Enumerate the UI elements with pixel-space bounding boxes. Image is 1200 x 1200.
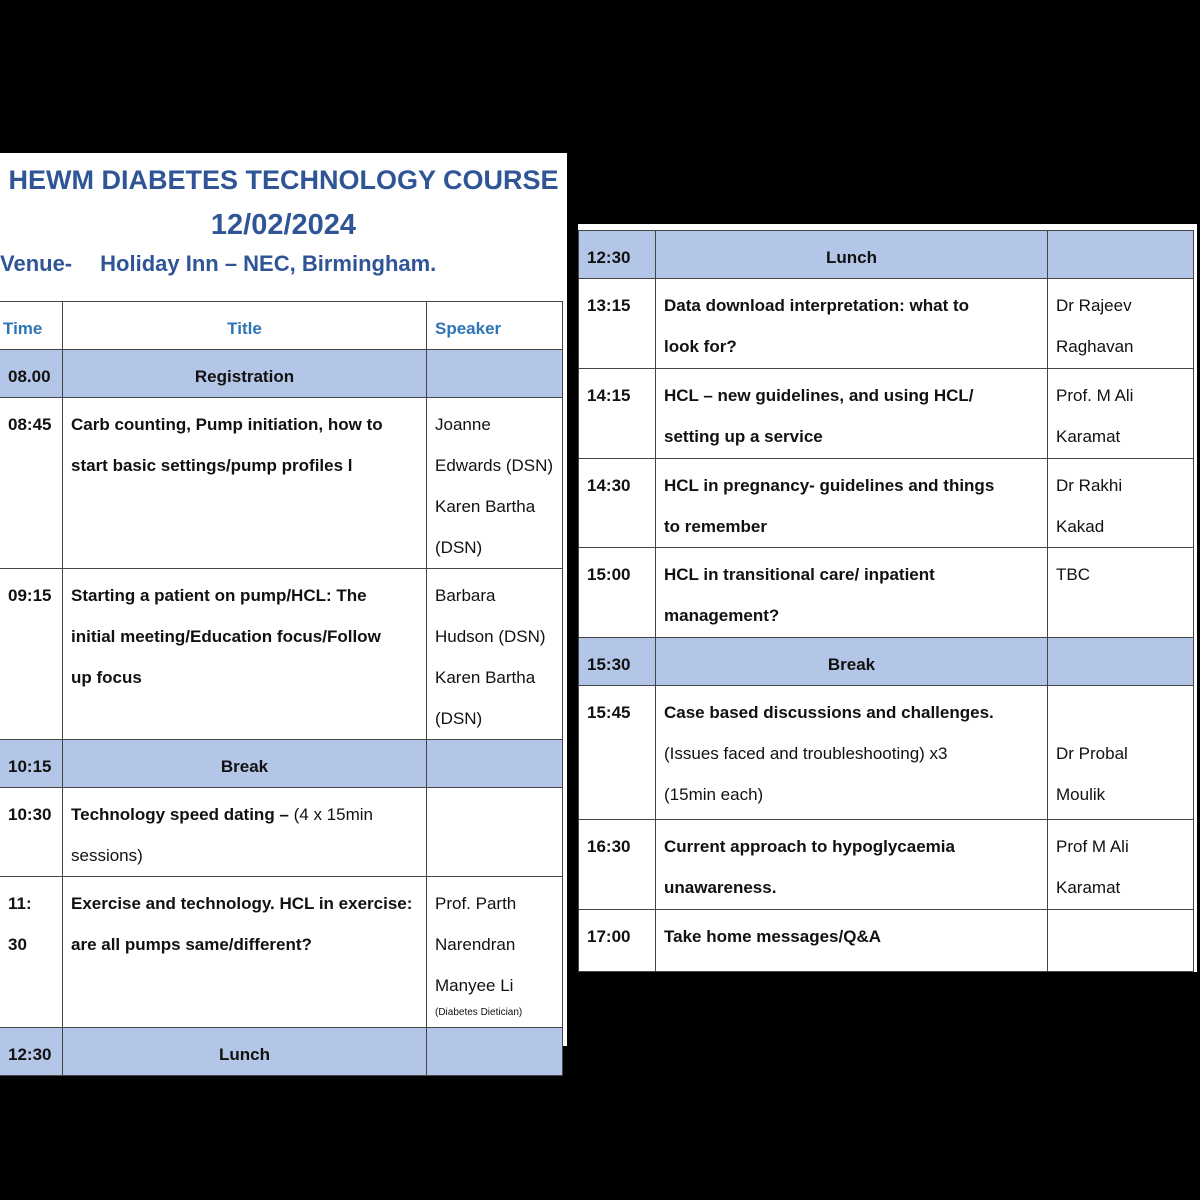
session-speaker xyxy=(1048,638,1194,686)
session-title xyxy=(63,877,427,1028)
session-time xyxy=(0,569,63,740)
session-title xyxy=(63,788,427,877)
session-time xyxy=(0,350,63,398)
session-speaker xyxy=(427,569,563,740)
session-title-text: Break xyxy=(220,757,269,776)
session-title-text: Technology speed dating – xyxy=(71,805,289,824)
session-time-text: 09:15 xyxy=(8,586,52,605)
session-title-text: Case based discussions and challenges. xyxy=(664,703,994,722)
session-time xyxy=(579,910,656,972)
session-title-text: Lunch xyxy=(826,248,877,267)
session-time-text: 15:30 xyxy=(587,655,631,674)
session-speaker xyxy=(427,788,563,877)
session-speaker-text: Prof. M Ali Karamat xyxy=(1056,386,1134,446)
session-time xyxy=(0,877,63,1028)
session-time-text: 14:30 xyxy=(587,476,631,495)
session-title-text: Starting a patient on pump/HCL: The initial meeting/Education focus/Follow up focus xyxy=(71,586,381,687)
session-title xyxy=(656,459,1048,548)
session-title xyxy=(656,279,1048,369)
break-row xyxy=(0,1028,563,1076)
agenda-table-left xyxy=(0,301,563,1076)
session-row xyxy=(0,877,563,1028)
session-row xyxy=(579,459,1194,548)
session-time-text: 16:30 xyxy=(587,837,631,856)
column-header-speaker: Speaker xyxy=(427,302,563,350)
session-speaker-text: Prof M Ali Karamat xyxy=(1056,837,1129,897)
column-header-time: Time xyxy=(0,302,63,350)
venue-label: Venue- xyxy=(0,251,73,276)
session-time-text: 14:15 xyxy=(587,386,631,405)
session-speaker xyxy=(1048,459,1194,548)
session-title-text: Registration xyxy=(194,367,295,386)
agenda-page-1 xyxy=(0,153,567,1064)
session-speaker xyxy=(1048,369,1194,459)
session-title xyxy=(656,910,1048,972)
session-row xyxy=(579,910,1194,972)
session-title xyxy=(63,569,427,740)
agenda-table-right xyxy=(578,230,1194,972)
session-time xyxy=(579,369,656,459)
session-time xyxy=(579,459,656,548)
session-title-text: Lunch xyxy=(219,1045,270,1064)
session-row xyxy=(579,686,1194,820)
session-title-text: Take home messages/Q&A xyxy=(664,927,881,946)
session-speaker xyxy=(1048,231,1194,279)
session-time xyxy=(0,398,63,569)
venue-value: Holiday Inn – NEC, Birmingham. xyxy=(100,251,437,276)
session-title-text: Break xyxy=(827,655,876,674)
session-row xyxy=(0,788,563,877)
session-title xyxy=(656,231,1048,279)
session-speaker xyxy=(1048,820,1194,910)
session-title xyxy=(656,820,1048,910)
session-speaker xyxy=(1048,910,1194,972)
session-time-text: 15:00 xyxy=(587,565,631,584)
session-speaker-text: Dr Rakhi Kakad xyxy=(1056,476,1123,536)
session-time-text: 10:15 xyxy=(8,757,52,776)
session-title xyxy=(63,398,427,569)
session-row xyxy=(579,369,1194,459)
break-row xyxy=(579,231,1194,279)
break-row xyxy=(0,740,563,788)
session-speaker-text: Dr Rajeev Raghavan xyxy=(1056,296,1134,356)
session-speaker-text: TBC xyxy=(1056,565,1090,584)
session-speaker-text: Dr Probal Moulik xyxy=(1056,744,1128,804)
session-time-text: 11: 30 xyxy=(8,894,32,954)
session-time xyxy=(579,820,656,910)
session-speaker xyxy=(1048,686,1194,820)
session-time xyxy=(0,1028,63,1076)
session-time xyxy=(0,740,63,788)
session-time xyxy=(579,686,656,820)
session-title-text: Current approach to hypoglycaemia unawareness. xyxy=(664,837,955,897)
session-time-text: 10:30 xyxy=(8,805,52,824)
session-time-text: 12:30 xyxy=(587,248,631,267)
session-time xyxy=(579,279,656,369)
session-title xyxy=(656,686,1048,820)
session-row xyxy=(0,398,563,569)
session-time-text: 13:15 xyxy=(587,296,631,315)
session-title-text: Data download interpretation: what to look for? xyxy=(664,296,970,356)
session-title xyxy=(63,350,427,398)
session-row xyxy=(579,820,1194,910)
session-title xyxy=(63,1028,427,1076)
session-row xyxy=(579,279,1194,369)
session-speaker xyxy=(427,740,563,788)
session-row xyxy=(579,548,1194,638)
session-time-text: 08.00 xyxy=(8,367,51,386)
session-time xyxy=(579,638,656,686)
course-date: 12/02/2024 xyxy=(210,209,357,241)
session-time xyxy=(579,548,656,638)
session-title-text: Carb counting, Pump initiation, how to start basic settings/pump profiles l xyxy=(71,415,383,475)
session-time-text: 17:00 xyxy=(587,927,631,946)
session-time-text: 15:45 xyxy=(587,703,631,722)
session-time-text: 12:30 xyxy=(8,1045,52,1064)
session-speaker xyxy=(427,350,563,398)
session-title-text: HCL – new guidelines, and using HCL/ setting up a service xyxy=(664,386,974,446)
session-title-text: HCL in pregnancy- guidelines and things to remember xyxy=(664,476,995,536)
course-title: HEWM DIABETES TECHNOLOGY COURSE xyxy=(8,165,559,195)
session-speaker-text: Barbara Hudson (DSN) Karen Bartha (DSN) xyxy=(435,586,546,728)
session-title-text: Exercise and technology. HCL in exercise: are all pumps same/different? xyxy=(71,894,413,954)
venue xyxy=(0,251,567,277)
session-time-text: 08:45 xyxy=(8,415,52,434)
break-row xyxy=(579,638,1194,686)
session-speaker xyxy=(427,1028,563,1076)
column-header-title: Title xyxy=(63,302,427,350)
session-speaker xyxy=(427,398,563,569)
break-row xyxy=(0,350,563,398)
session-speaker-text: Joanne Edwards (DSN) Karen Bartha (DSN) xyxy=(435,415,554,557)
session-time xyxy=(0,788,63,877)
session-title xyxy=(656,638,1048,686)
session-speaker-text: Prof. Parth Narendran Manyee Li xyxy=(435,894,517,995)
session-time xyxy=(579,231,656,279)
session-title xyxy=(656,548,1048,638)
speaker-note: (Diabetes Dietician) xyxy=(435,1007,523,1018)
session-speaker xyxy=(1048,548,1194,638)
session-title-detail: (4 x 15min sessions) xyxy=(71,805,373,865)
session-title-detail: (Issues faced and troubleshooting) x3 (15min each) xyxy=(664,744,948,804)
session-title-text: HCL in transitional care/ inpatient management? xyxy=(664,565,935,625)
agenda-page-2 xyxy=(578,224,1197,972)
session-title xyxy=(656,369,1048,459)
session-speaker xyxy=(1048,279,1194,369)
session-title xyxy=(63,740,427,788)
session-row xyxy=(0,569,563,740)
session-speaker xyxy=(427,877,563,1028)
